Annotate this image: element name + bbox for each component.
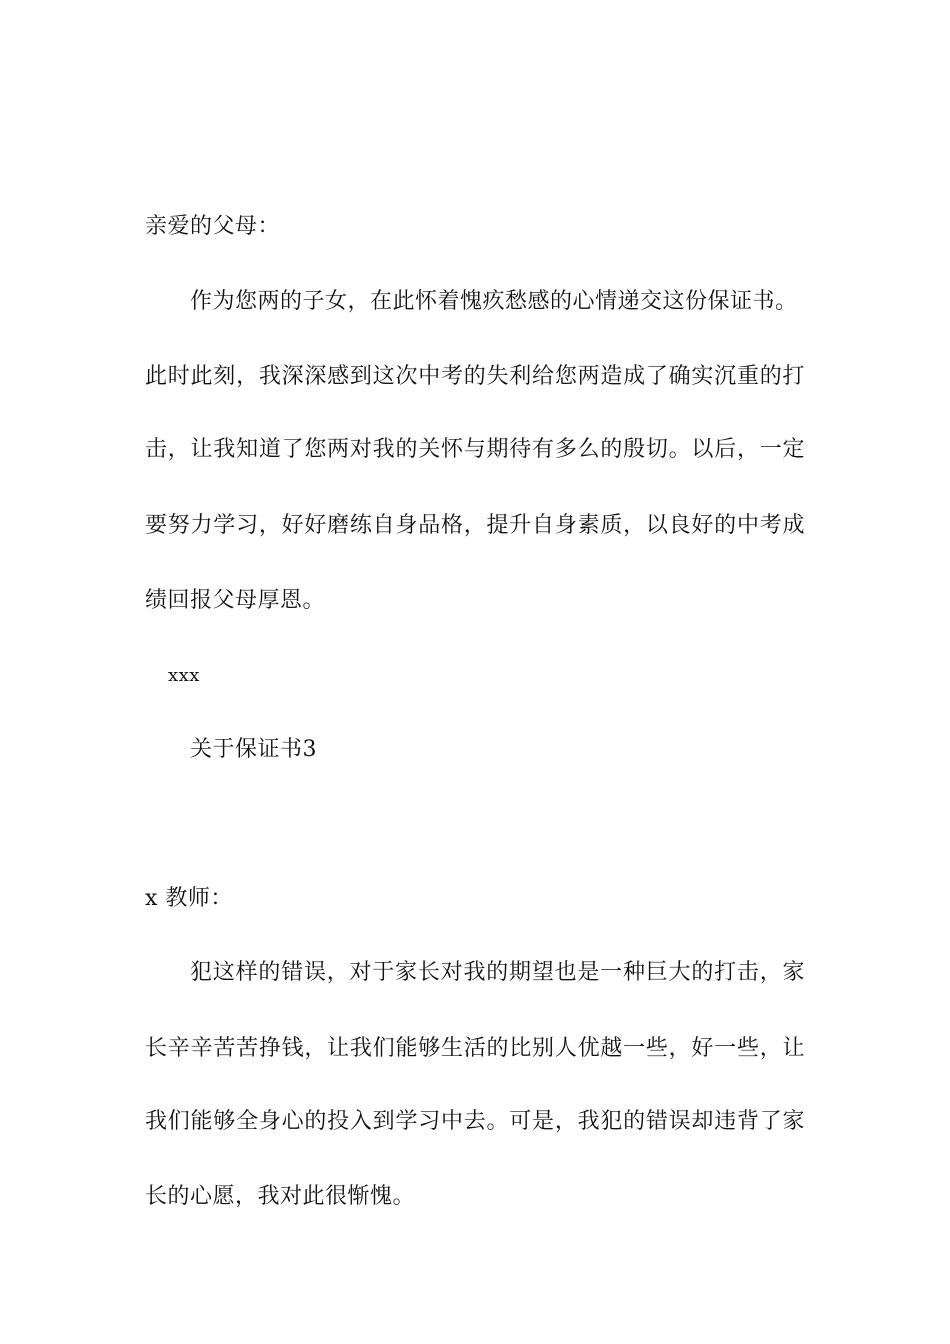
letter1-paragraph-line: 此时此刻，我深深感到这次中考的失利给您两造成了确实沉重的打 — [145, 364, 805, 389]
letter1-paragraph-line: 要努力学习，好好磨练自身品格，提升自身素质，以良好的中考成 — [145, 513, 805, 538]
letter1-signature: xxx — [168, 665, 200, 686]
section-title: 关于保证书3 — [190, 737, 317, 762]
letter1-paragraph-line: 绩回报父母厚恩。 — [145, 588, 326, 613]
letter2-paragraph-line: 犯这样的错误，对于家长对我的期望也是一种巨大的打击，家 — [190, 960, 805, 985]
letter1-paragraph-line: 作为您两的子女，在此怀着愧疚愁感的心情递交这份保证书。 — [190, 289, 798, 314]
letter2-salutation: x 教师： — [145, 886, 233, 911]
letter1-salutation: 亲爱的父母： — [145, 214, 281, 239]
letter2-paragraph-line: 长辛辛苦苦挣钱，让我们能够生活的比别人优越一些，好一些，让 — [145, 1036, 805, 1061]
letter2-paragraph-line: 我们能够全身心的投入到学习中去。可是，我犯的错误却违背了家 — [145, 1109, 805, 1134]
letter2-paragraph-line: 长的心愿，我对此很惭愧。 — [145, 1184, 416, 1209]
letter1-paragraph-line: 击，让我知道了您两对我的关怀与期待有多么的殷切。以后，一定 — [145, 437, 805, 462]
